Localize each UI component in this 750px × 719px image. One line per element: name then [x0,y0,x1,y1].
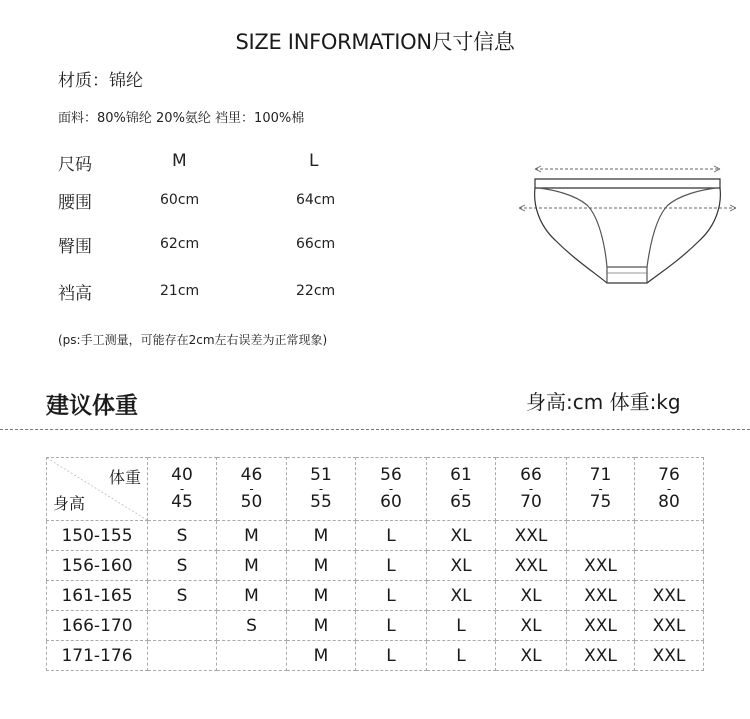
weight-range-header: 40 - 45 [148,458,217,521]
size-cell: L [356,521,427,551]
size-cell: S [148,581,217,611]
size-cell [148,611,217,641]
height-cell: 166-170 [47,611,148,641]
weight-range-header: 61 - 65 [427,458,496,521]
table-header-row [47,458,704,521]
table-row [47,641,704,671]
size-cell [635,521,704,551]
size-cell: XL [496,611,567,641]
size-cell: M [217,551,287,581]
weight-range-header: 56 - 60 [356,458,427,521]
size-cell: S [217,611,287,641]
height-cell: 171-176 [47,641,148,671]
size-cell [567,521,635,551]
table-row [47,581,704,611]
suggested-weight-title: 建议体重 [46,393,138,419]
rise-l-value: 22cm [296,283,336,299]
size-cell: XL [496,581,567,611]
size-l-header: L [309,151,319,171]
units-label: 身高:cm 体重:kg [526,390,681,414]
size-cell: M [217,581,287,611]
size-cell: L [427,641,496,671]
size-cell: L [427,611,496,641]
table-row [47,611,704,641]
weight-range-header: 66 - 70 [496,458,567,521]
corner-height-label: 身高 [53,494,86,513]
size-cell: S [148,551,217,581]
size-cell [635,551,704,581]
size-cell: XXL [635,611,704,641]
page-title: SIZE INFORMATION尺寸信息 [235,30,515,54]
hip-m-value: 62cm [160,236,200,252]
size-cell: XXL [567,551,635,581]
waist-label: 腰围 [58,193,92,213]
size-cell: L [356,551,427,581]
size-cell: XXL [496,551,567,581]
size-cell: XL [496,641,567,671]
waistband-outline [535,179,720,188]
size-cell: XL [427,521,496,551]
size-cell: L [356,581,427,611]
weight-range-header: 71 - 75 [567,458,635,521]
waist-l-value: 64cm [296,192,336,208]
height-cell: 150-155 [47,521,148,551]
weight-range-header: 46 - 50 [217,458,287,521]
brief-illustration [515,155,740,295]
measurement-note: (ps:手工测量，可能存在2cm左右误差为正常现象) [58,333,328,347]
size-cell: XXL [567,611,635,641]
size-m-header: M [172,151,187,171]
size-cell: XL [427,581,496,611]
height-cell: 161-165 [47,581,148,611]
size-cell: XXL [635,641,704,671]
rise-label: 裆高 [58,284,92,304]
size-cell: M [287,611,356,641]
right-leg-opening [647,188,716,267]
rise-m-value: 21cm [160,283,200,299]
fabric-composition: 面料：80%锦纶 20%氨纶 裆里：100%棉 [58,111,305,126]
size-cell: M [287,521,356,551]
size-cell [148,641,217,671]
size-cell: XL [427,551,496,581]
weight-range-header: 51 - 55 [287,458,356,521]
size-cell: L [356,641,427,671]
table-row [47,521,704,551]
gusset-outline [607,267,647,283]
brief-body-outline [535,188,721,283]
hip-l-value: 66cm [296,236,336,252]
size-cell: XXL [567,641,635,671]
size-cell: S [148,521,217,551]
hip-label: 臀围 [58,237,92,257]
material-label: 材质：锦纶 [58,71,143,91]
size-cell: M [287,551,356,581]
weight-range-header: 76 - 80 [635,458,704,521]
size-cell: XXL [567,581,635,611]
size-cell: XXL [635,581,704,611]
size-cell: M [217,521,287,551]
size-cell: XXL [496,521,567,551]
left-leg-opening [539,188,607,267]
size-cell [217,641,287,671]
size-cell: L [356,611,427,641]
table-row [47,551,704,581]
size-recommendation-table [46,457,704,671]
corner-weight-label: 体重 [108,468,141,487]
height-cell: 156-160 [47,551,148,581]
size-cell: M [287,641,356,671]
size-cell: M [287,581,356,611]
corner-cell [47,458,148,521]
section-divider [0,429,750,430]
waist-m-value: 60cm [160,192,200,208]
size-column-label: 尺码 [58,155,92,175]
